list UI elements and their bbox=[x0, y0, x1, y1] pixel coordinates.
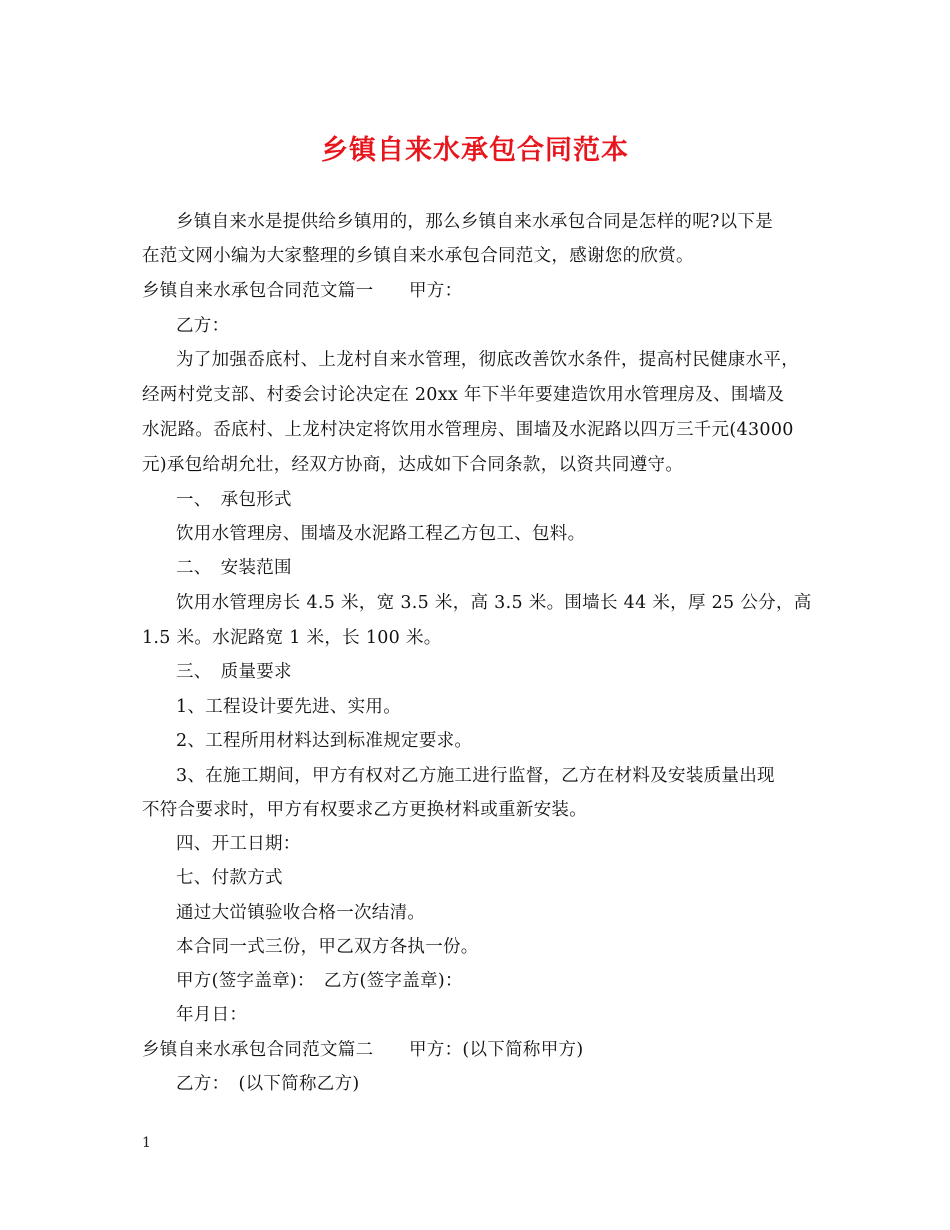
clause-heading: 四、开工日期： bbox=[176, 834, 301, 854]
clause-heading: 三、 质量要求 bbox=[176, 662, 292, 682]
body-line: 通过大峃镇验收合格一次结清。 bbox=[176, 903, 426, 923]
body-line: 不符合要求时，甲方有权要求乙方更换材料或重新安装。 bbox=[142, 800, 587, 820]
body-line: 3、在施工期间，甲方有权对乙方施工进行监督，乙方在材料及安装质量出现 bbox=[176, 766, 775, 786]
body-line: 饮用水管理房、围墙及水泥路工程乙方包工、包料。 bbox=[176, 524, 586, 544]
body-line: 2、工程所用材料达到标准规定要求。 bbox=[176, 731, 473, 751]
party-b-line: 乙方： bbox=[176, 316, 230, 336]
clause-heading: 七、付款方式 bbox=[176, 868, 283, 888]
body-line: 为了加强岙底村、上龙村自来水管理，彻底改善饮水条件，提高村民健康水平， bbox=[176, 350, 799, 370]
intro-line-1: 乡镇自来水是提供给乡镇用的，那么乡镇自来水承包合同是怎样的呢?以下是 bbox=[176, 212, 774, 232]
body-line: 本合同一式三份，甲乙双方各执一份。 bbox=[176, 937, 479, 957]
section-heading-2: 乡镇自来水承包合同范文篇二 甲方：(以下简称甲方) bbox=[142, 1040, 584, 1060]
intro-line-2: 在范文网小编为大家整理的乡镇自来水承包合同范文，感谢您的欣赏。 bbox=[142, 246, 694, 266]
body-line: 1.5 米。水泥路宽 1 米，长 100 米。 bbox=[142, 628, 442, 648]
page-number: 1 bbox=[142, 1135, 151, 1151]
body-line: 1、工程设计要先进、实用。 bbox=[176, 697, 402, 717]
body-line: 经两村党支部、村委会讨论决定在 20xx 年下半年要建造饮用水管理房及、围墙及 bbox=[142, 385, 785, 405]
party-b-line: 乙方： (以下简称乙方) bbox=[176, 1074, 360, 1094]
date-line: 年月日： bbox=[176, 1005, 248, 1025]
clause-heading: 一、 承包形式 bbox=[176, 490, 292, 510]
body-line: 饮用水管理房长 4.5 米，宽 3.5 米，高 3.5 米。围墙长 44 米，厚 25 公分，高 bbox=[176, 593, 812, 613]
section-heading-1: 乡镇自来水承包合同范文篇一 甲方： bbox=[142, 281, 463, 301]
body-line: 元)承包给胡允壮，经双方协商，达成如下合同条款，以资共同遵守。 bbox=[142, 455, 684, 475]
body-line: 水泥路。岙底村、上龙村决定将饮用水管理房、围墙及水泥路以四万三千元(43000 bbox=[142, 420, 794, 440]
signature-line: 甲方(签字盖章)： 乙方(签字盖章)： bbox=[176, 971, 463, 991]
clause-heading: 二、 安装范围 bbox=[176, 558, 292, 578]
document-title: 乡镇自来水承包合同范本 bbox=[321, 135, 629, 166]
